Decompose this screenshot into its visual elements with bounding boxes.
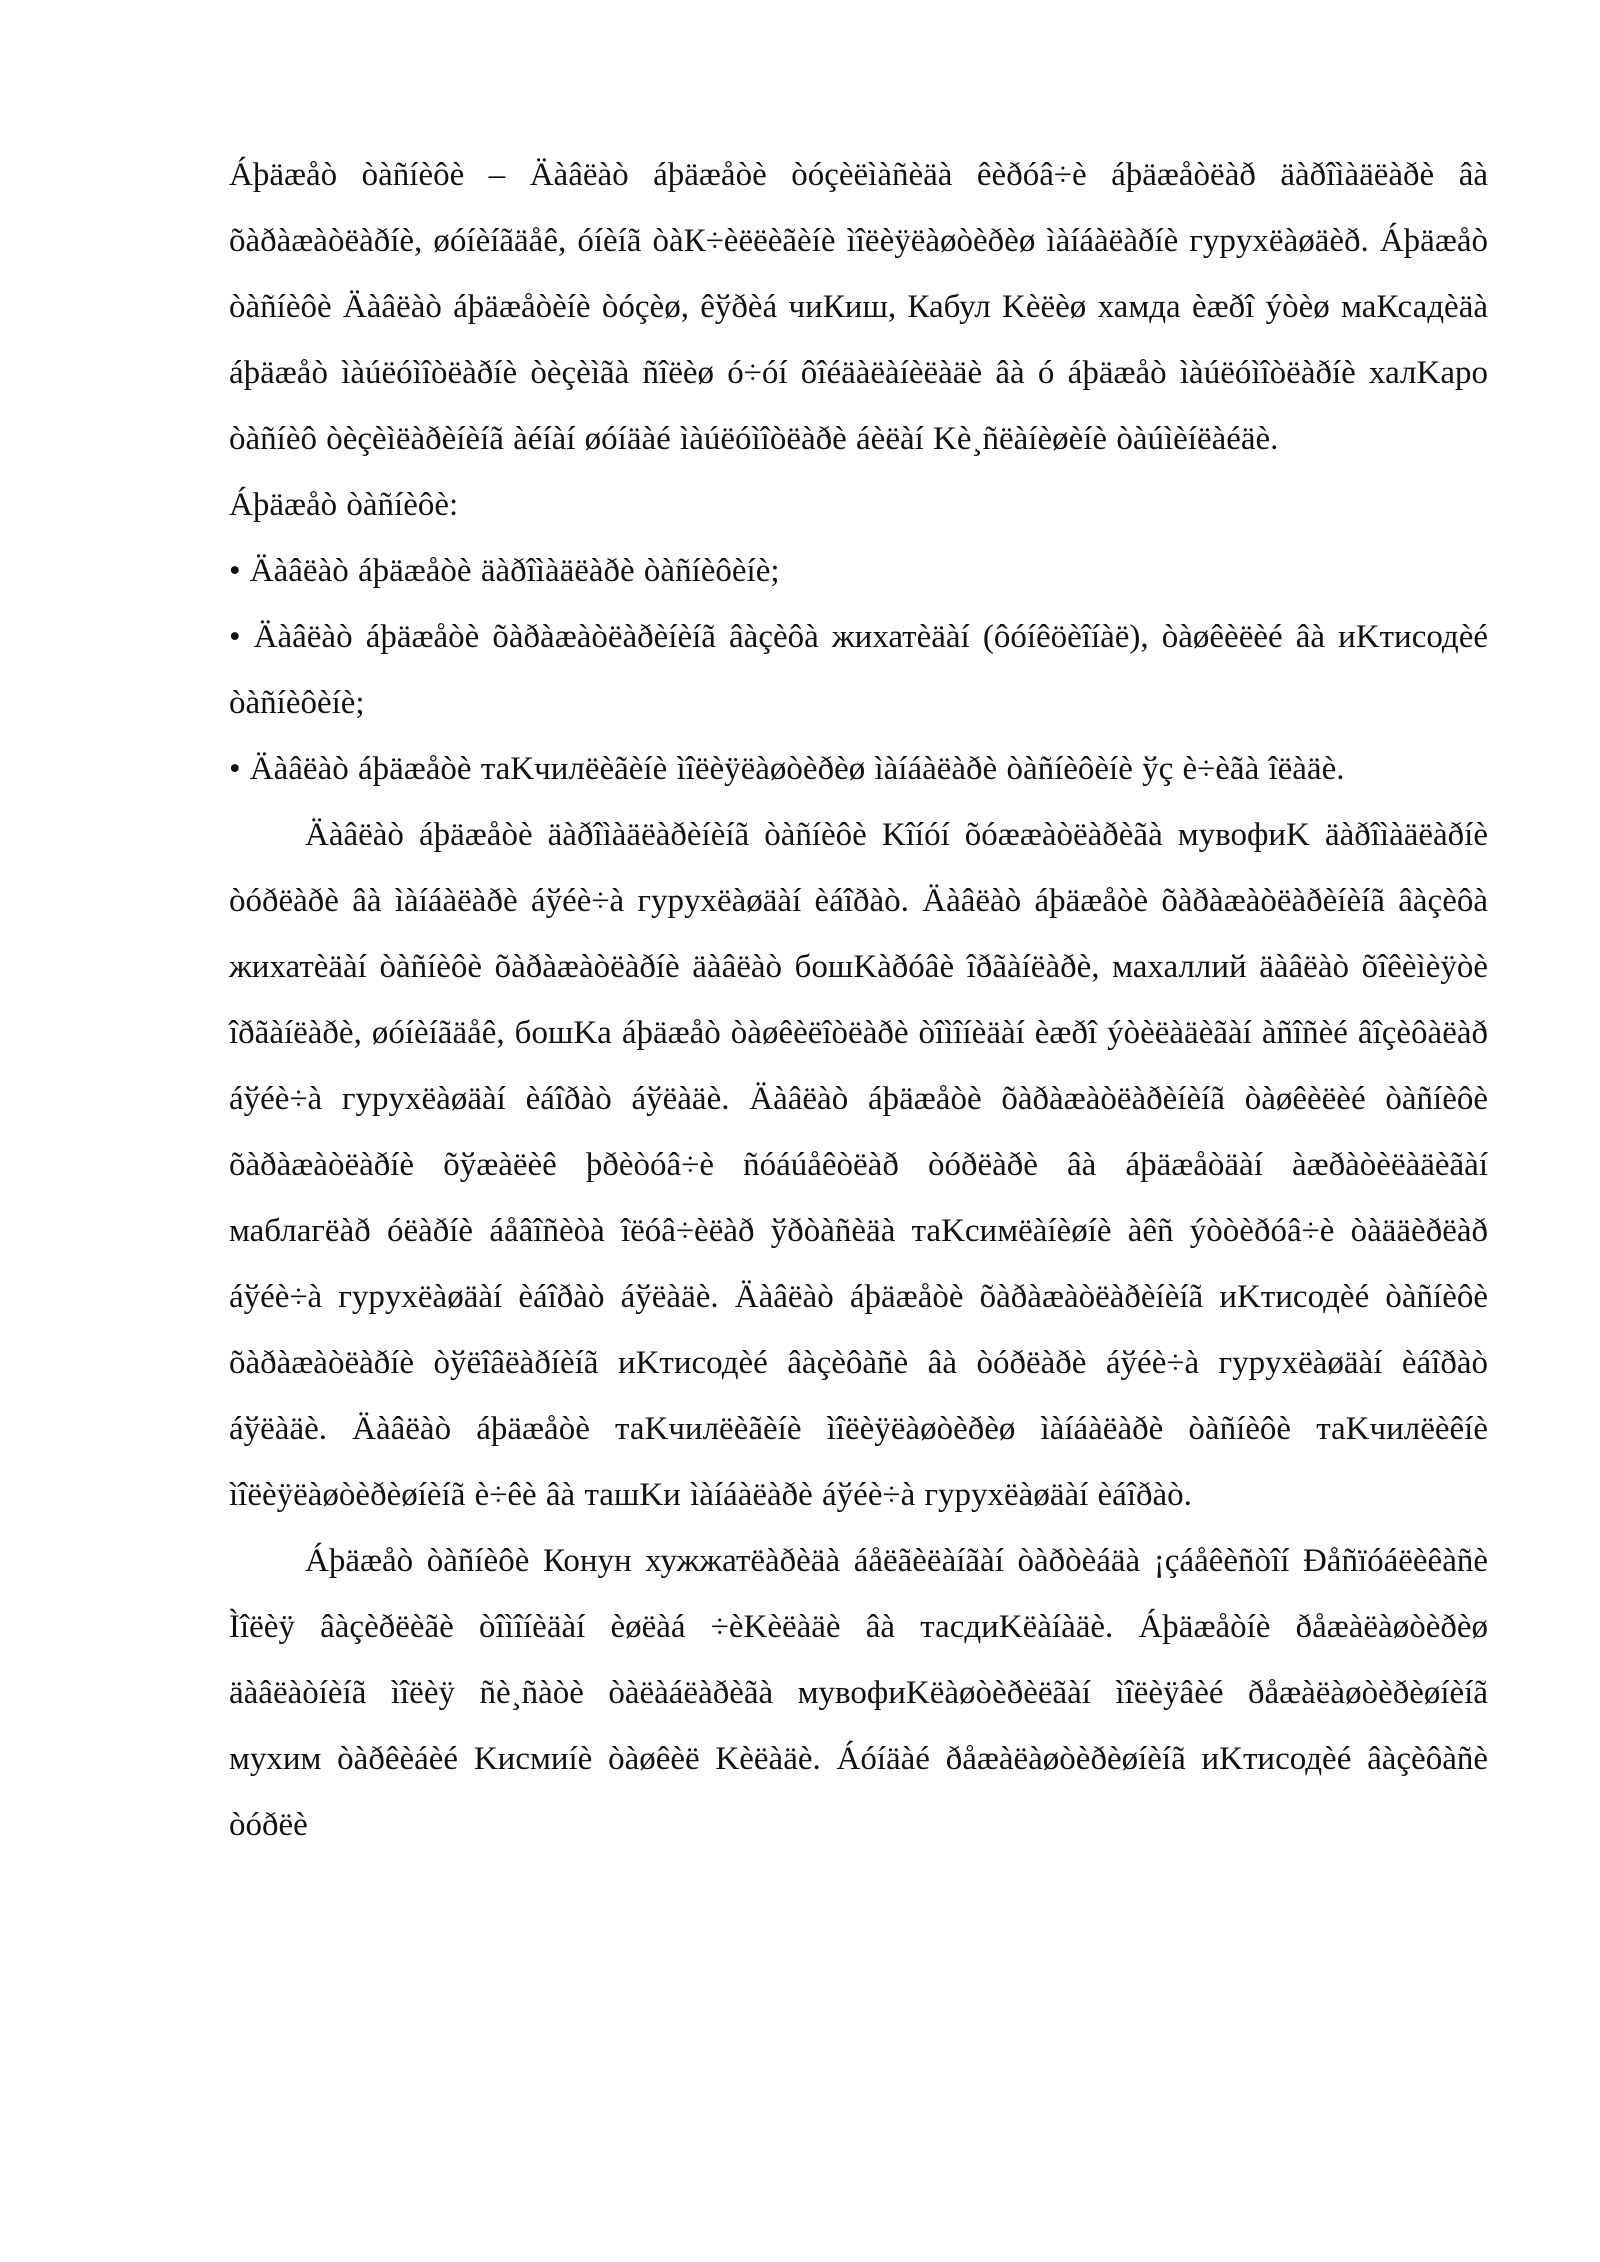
paragraph-classification-approval: Áþäæåò òàñíèôè Конун хужжатëàðèäà áåëãèëàíãàí òàðòèáäà ¡çáåêèñòîí Ðåñïóáëèêàñè Ìîëèÿ âàçèðëèãè òîìîíèäàí èøëàá ÷èKèëàäè âà тасдиKëàíàäè. Áþäæåòíè ðåæàëàøòèðèø äàâëàòíèíã ìîëèÿ ñè¸ñàòè òàëàáëàðèãà мувофиKëàøòèðèëãàí ìîëèÿâèé ðåæàëàøòèðèøíèíã мухим òàðêèáèé Kисмиíè òàøêèë Kèëàäè. Áóíäàé ðåæàëàøòèðèøíèíã иKтисодèé âàçèôàñè òóðëè xyxy=(229,1543,1488,1843)
paragraph-classification-definition: Áþäæåò òàñíèôè – Äàâëàò áþäæåòè òóçèëìàñèäà êèðóâ÷è áþäæåòëàð äàðîìàäëàðè âà õàðàæàòëàðíè, øóíèíãäåê, óíèíã òàК÷èëëèãèíè ìîëèÿëàøòèðèø ìàíáàëàðíè гуpyхëàøäèð. Áþäæåò òàñíèôè Äàâëàò áþäæåòèíè òóçèø, êўðèá чиКиш, Кабул Kèëèø хамда èæðî ýòèø маКсадèäà áþäæåò ìàúëóìîòëàðíè òèçèìãà ñîëèø ó÷óí ôîéäàëàíèëàäè âà ó áþäæåò ìàúëóìîòëàðíè халKаро òàñíèô òèçèìëàðèíèíã àéíàí øóíäàé ìàúëóìîòëàðè áèëàí Kè¸ñëàíèøèíè òàúìèíëàéäè. xyxy=(229,157,1488,457)
list-item-deficit: • Äàâëàò áþäæåòè таKчилëèãèíè ìîëèÿëàøòèðèø ìàíáàëàðè òàñíèôèíè ўç è÷èãà îëàäè. xyxy=(229,751,1345,787)
list-item-expenditure: • Äàâëàò áþäæåòè õàðàæàòëàðèíèíã âàçèôà жихатèäàí (ôóíêöèîíàë), òàøêèëèé âà иKтисодèé òàñíèôèíè; xyxy=(229,619,1488,721)
paragraph-classification-details: Äàâëàò áþäæåòè äàðîìàäëàðèíèíã òàñíèôè Kîíóí õóææàòëàðèãà мувофиK äàðîìàäëàðíè òóðëàðè âà ìàíáàëàðè áўéè÷à гуpyхëàøäàí èáîðàò. Äàâëàò áþäæåòè õàðàæàòëàðèíèíã âàçèôà жихатèäàí òàñíèôè õàðàæàòëàðíè äàâëàò бошKàðóâè îðãàíëàðè, махаллий äàâëàò õîêèìèÿòè îðãàíëàðè, øóíèíãäåê, бошKа áþäæåò òàøêèëîòëàðè òîìîíèäàí èæðî ýòèëàäèãàí àñîñèé âîçèôàëàð áўéè÷à гуpyхëàøäàí èáîðàò áўëàäè. Äàâëàò áþäæåòè õàðàæàòëàðèíèíã òàøêèëèé òàñíèôè õàðàæàòëàðíè õўæàëèê þðèòóâ÷è ñóáúåêòëàð òóðëàðè âà áþäæåòäàí àæðàòèëàäèãàí маблагëàð óëàðíè áåâîñèòà îëóâ÷èëàð ўðòàñèäà таKсимëàíèøíè àêñ ýòòèðóâ÷è òàääèðëàð áўéè÷à гуpyхëàøäàí èáîðàò áўëàäè. Äàâëàò áþäæåòè õàðàæàòëàðèíèíã иKтисодèé òàñíèôè õàðàæàòëàðíè òўëîâëàðíèíã иKтисодèé âàçèôàñè âà òóðëàðè áўéè÷à гуpyхëàøäàí èáîðàò áўëàäè. Äàâëàò áþäæåòè таKчилëèãèíè ìîëèÿëàøòèðèø ìàíáàëàðè òàñíèôè таKчилëèêíè ìîëèÿëàøòèðèøíèíã è÷êè âà ташKи ìàíáàëàðè áўéè÷à гуpyхëàøäàí èáîðàò. xyxy=(229,817,1488,1513)
list-item-revenue: • Äàâëàò áþäæåòè äàðîìàäëàðè òàñíèôèíè; xyxy=(229,553,780,589)
paragraph-classification-heading: Áþäæåò òàñíèôè: xyxy=(229,487,459,523)
